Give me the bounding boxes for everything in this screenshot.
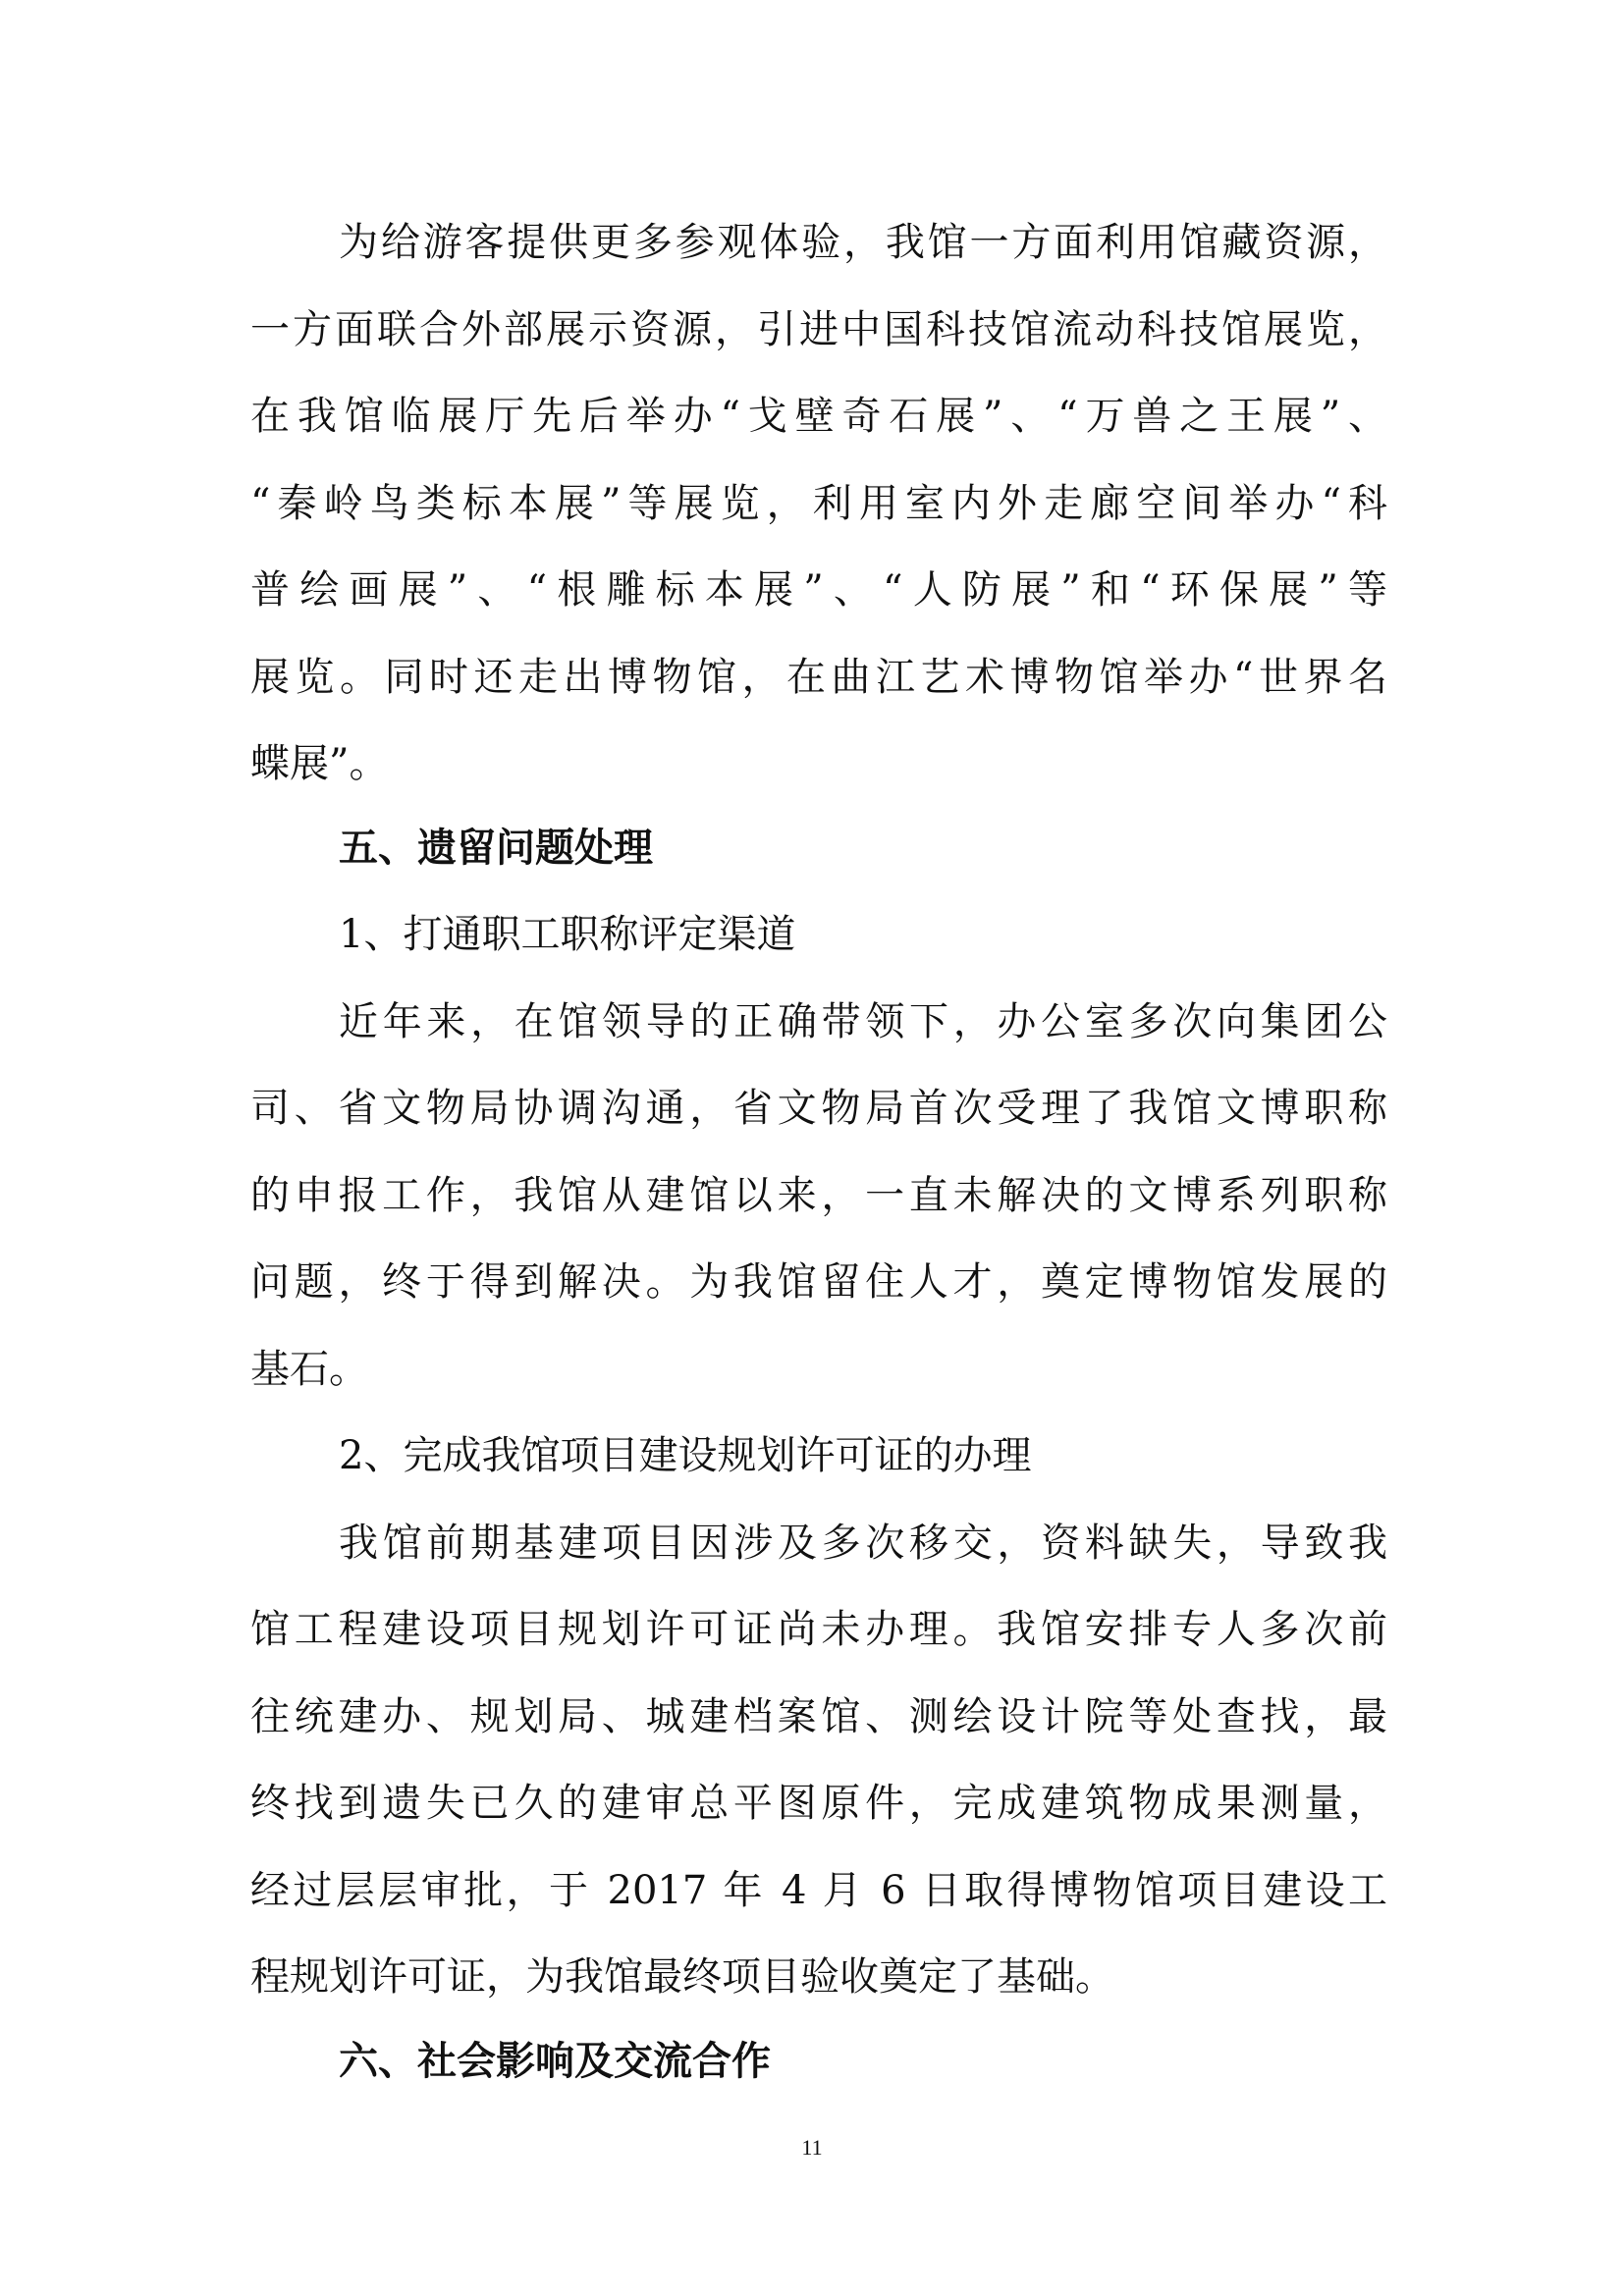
paragraph-exhibitions-line: “秦岭鸟类标本展”等展览，利用室内外走廊空间举办“科 [250,481,1387,526]
section-heading-5: 五、遗留问题处理 [339,826,653,871]
page-number: 11 [801,2135,823,2160]
paragraph-exhibitions-line: 展览。同时还走出博物馆，在曲江艺术博物馆举办“世界名 [250,655,1387,700]
paragraph-title-review-line: 问题，终于得到解决。为我馆留住人才，奠定博物馆发展的 [250,1259,1387,1305]
paragraph-exhibitions-line: 普绘画展”、“根雕标本展”、“人防展”和“环保展”等 [250,567,1387,613]
subheading-2: 2、完成我馆项目建设规划许可证的办理 [339,1433,1032,1478]
paragraph-title-review-line: 的申报工作，我馆从建馆以来，一直未解决的文博系列职称 [250,1173,1387,1218]
subheading-1: 1、打通职工职称评定渠道 [339,912,796,957]
paragraph-title-review-line: 近年来，在馆领导的正确带领下，办公室多次向集团公 [339,999,1387,1044]
paragraph-exhibitions-line: 一方面联合外部展示资源，引进中国科技馆流动科技馆展览， [250,307,1387,352]
section-heading-6: 六、社会影响及交流合作 [339,2039,771,2084]
paragraph-planning-permit-line: 我馆前期基建项目因涉及多次移交，资料缺失，导致我 [339,1521,1387,1566]
paragraph-planning-permit-line: 往统建办、规划局、城建档案馆、测绘设计院等处查找，最 [250,1694,1387,1739]
paragraph-title-review-line: 司、省文物局协调沟通，省文物局首次受理了我馆文博职称 [250,1086,1387,1131]
paragraph-planning-permit-line: 程规划许可证，为我馆最终项目验收奠定了基础。 [250,1954,1114,2000]
paragraph-title-review-line: 基石。 [250,1347,368,1392]
paragraph-exhibitions-line: 为给游客提供更多参观体验，我馆一方面利用馆藏资源， [339,220,1387,265]
paragraph-planning-permit-line: 馆工程建设项目规划许可证尚未办理。我馆安排专人多次前 [250,1607,1387,1652]
paragraph-planning-permit-line: 终找到遗失已久的建审总平图原件，完成建筑物成果测量， [250,1781,1387,1826]
paragraph-exhibitions-line: 蝶展”。 [250,741,389,786]
paragraph-exhibitions-line: 在我馆临展厅先后举办“戈壁奇石展”、“万兽之王展”、 [250,394,1387,439]
paragraph-planning-permit-line: 经过层层审批，于 2017 年 4 月 6 日取得博物馆项目建设工 [250,1868,1387,1913]
